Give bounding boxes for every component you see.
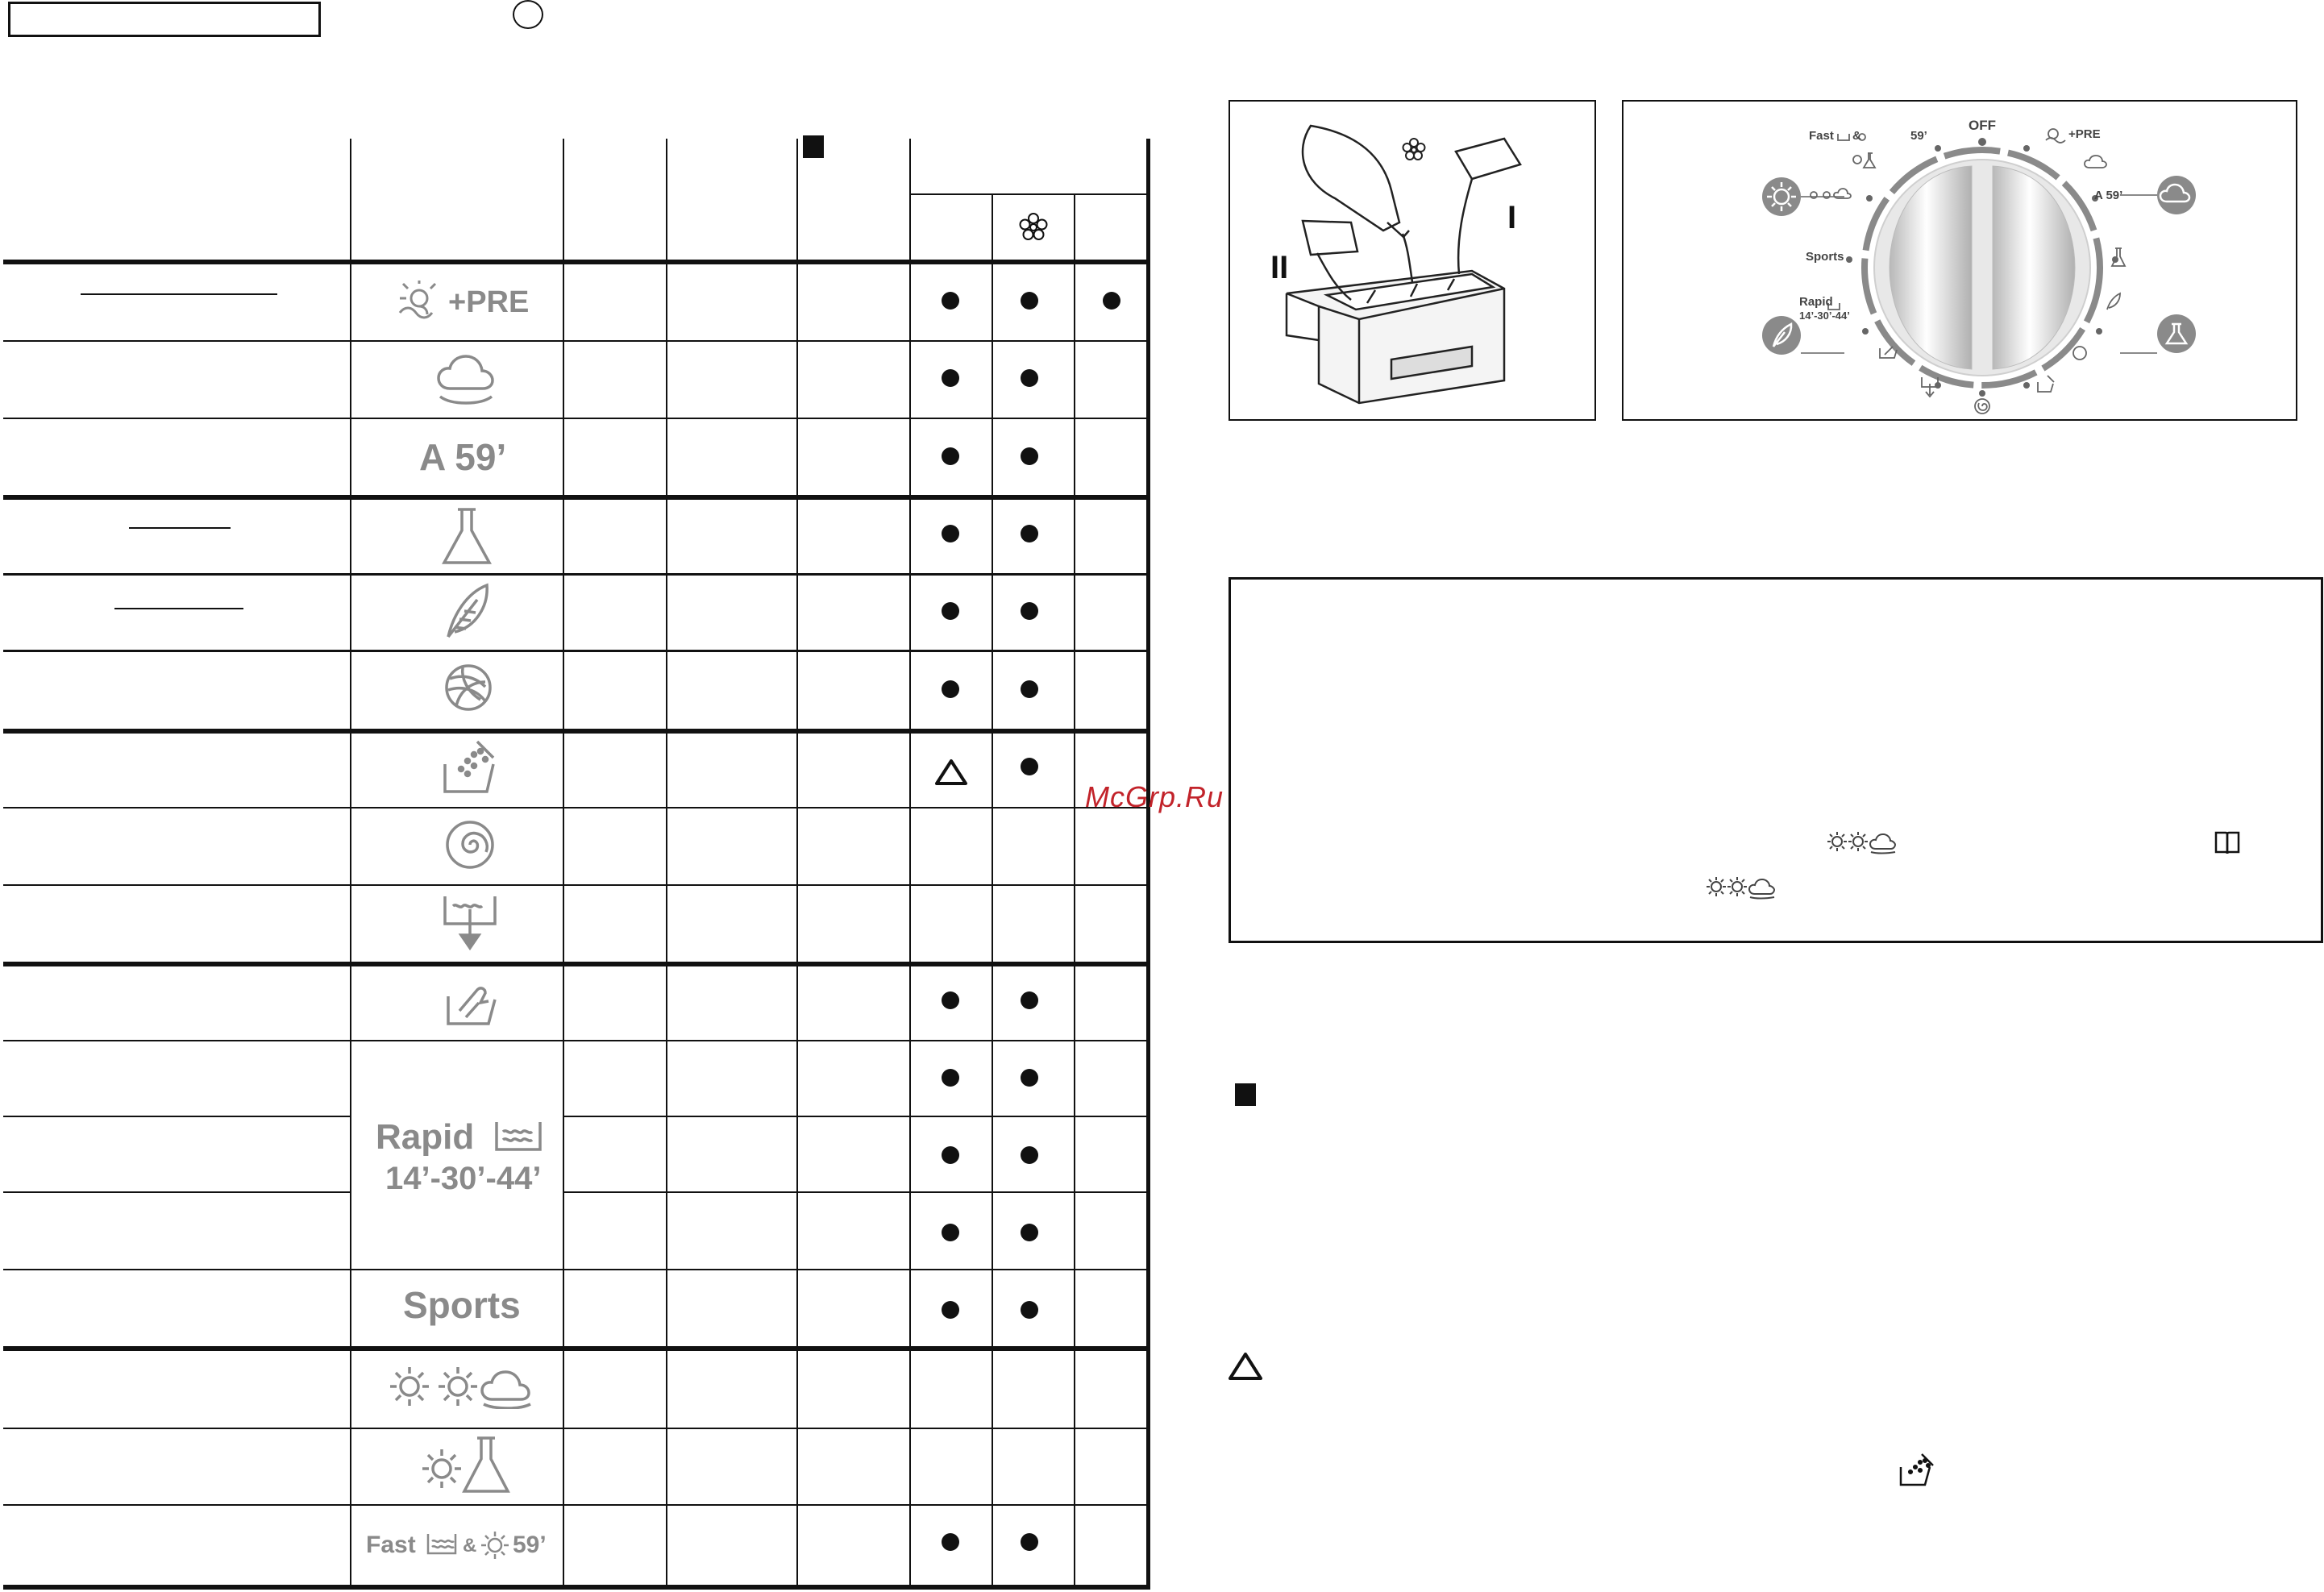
cotton-cloud-icon [435, 351, 497, 409]
col-line [666, 139, 667, 1590]
name-underline [81, 293, 277, 295]
compartment-1-label: I [1507, 200, 1517, 235]
detergent-drawer-illustration [1229, 100, 1596, 421]
dot [942, 602, 959, 620]
fast-sun-icon [479, 1530, 511, 1565]
row-line [3, 884, 1150, 886]
row-line-thick [3, 1585, 1150, 1590]
table-right-border [1146, 139, 1150, 1590]
dry-synthetic-icon [419, 1435, 516, 1500]
row-line [3, 1040, 1150, 1041]
row-line [3, 807, 1150, 808]
program-dial-illustration [1622, 100, 2297, 421]
drain-icon [442, 893, 498, 955]
name-underline [129, 527, 231, 529]
row-line [3, 573, 1150, 576]
program-table [0, 0, 1161, 1592]
row-line-partial [563, 1116, 1150, 1117]
dial-off-label: OFF [1969, 118, 1996, 133]
dot [1021, 1224, 1038, 1241]
dot [1021, 1069, 1038, 1087]
dial-fast-and-label: & [1852, 129, 1861, 143]
dot [942, 1533, 959, 1551]
row-line-thick [3, 962, 1150, 966]
row-line-partial [3, 1191, 350, 1193]
dot [942, 292, 959, 310]
header-square-icon [803, 135, 824, 158]
dot [942, 525, 959, 542]
row-line-thick [3, 495, 1150, 500]
row-line-thick [3, 1346, 1150, 1351]
row-line [3, 650, 1150, 652]
col-line [350, 139, 351, 1590]
note-box [1229, 577, 2323, 943]
rapid-basin-icon [493, 1119, 543, 1157]
dry-cotton-icon [1826, 828, 1900, 859]
a59-label: A 59’ [419, 436, 507, 478]
col-line [909, 139, 911, 1590]
fast-59-label: 59’ [513, 1532, 547, 1558]
row-line-partial [3, 1116, 350, 1117]
col-line [1074, 193, 1075, 1590]
dial-pre-label: +PRE [2068, 127, 2101, 141]
dot [942, 680, 959, 698]
dot [942, 1069, 959, 1087]
dot [1021, 525, 1038, 542]
row-line-thick [3, 260, 1150, 264]
feather-icon [442, 582, 492, 646]
dot [942, 369, 959, 387]
row-line-thick [3, 729, 1150, 734]
spin-icon [443, 818, 497, 875]
fast-basin-icon [426, 1532, 458, 1560]
dot [1021, 447, 1038, 465]
row-line-partial [563, 1191, 1150, 1193]
fast-label: Fast [366, 1532, 416, 1558]
dot [1021, 758, 1038, 775]
rapid-label: Rapid [376, 1117, 475, 1157]
dot [1021, 602, 1038, 620]
dial-rapid-times-label: 14’-30’-44’ [1799, 310, 1850, 322]
dial-rapid-label: Rapid [1799, 295, 1833, 309]
dot [1103, 292, 1120, 310]
dot [1021, 1533, 1038, 1551]
dial-a59-label: A 59’ [2094, 189, 2123, 202]
triangle-icon [933, 758, 969, 791]
col-line [796, 139, 798, 1590]
rapid-times-label: 14’-30’-44’ [385, 1161, 542, 1196]
watermark: McGrp.Ru [1085, 780, 1224, 813]
book-icon [2213, 828, 2242, 861]
dot [1021, 1146, 1038, 1164]
dot [942, 447, 959, 465]
header-subline [909, 193, 1150, 195]
sports-label: Sports [403, 1284, 521, 1326]
dial-fast-label: Fast [1809, 129, 1834, 143]
row-line [3, 340, 1150, 342]
compartment-2-label: II [1270, 250, 1289, 285]
dot [1021, 369, 1038, 387]
fast-and-label: & [463, 1535, 477, 1557]
dot [1021, 991, 1038, 1009]
flower-icon [1017, 211, 1050, 247]
rinse-icon [442, 737, 498, 800]
dot [942, 1146, 959, 1164]
col-line [992, 193, 993, 1590]
row-line [3, 1269, 1150, 1270]
legend-triangle-icon [1227, 1351, 1264, 1386]
legend-square-icon [1235, 1083, 1256, 1106]
dot [1021, 1301, 1038, 1319]
hand-wash-icon [445, 977, 498, 1031]
col-line [563, 139, 564, 1590]
dial-sports-label: Sports [1806, 250, 1844, 264]
prewash-label: +PRE [448, 285, 530, 319]
prewash-icon [395, 281, 451, 328]
dot [942, 1224, 959, 1241]
flask-icon [440, 506, 493, 572]
dry-cotton-icon [387, 1361, 540, 1413]
wool-icon [442, 661, 495, 718]
dry-cotton-icon [1705, 873, 1779, 904]
row-line [3, 418, 1150, 419]
dot [1021, 292, 1038, 310]
dot [1021, 680, 1038, 698]
legend-rinse-icon [1898, 1451, 1936, 1492]
dial-fast-59-label: 59’ [1910, 129, 1927, 143]
name-underline [114, 608, 243, 609]
dot [942, 991, 959, 1009]
dot [942, 1301, 959, 1319]
row-line [3, 1428, 1150, 1429]
row-line [3, 1504, 1150, 1506]
